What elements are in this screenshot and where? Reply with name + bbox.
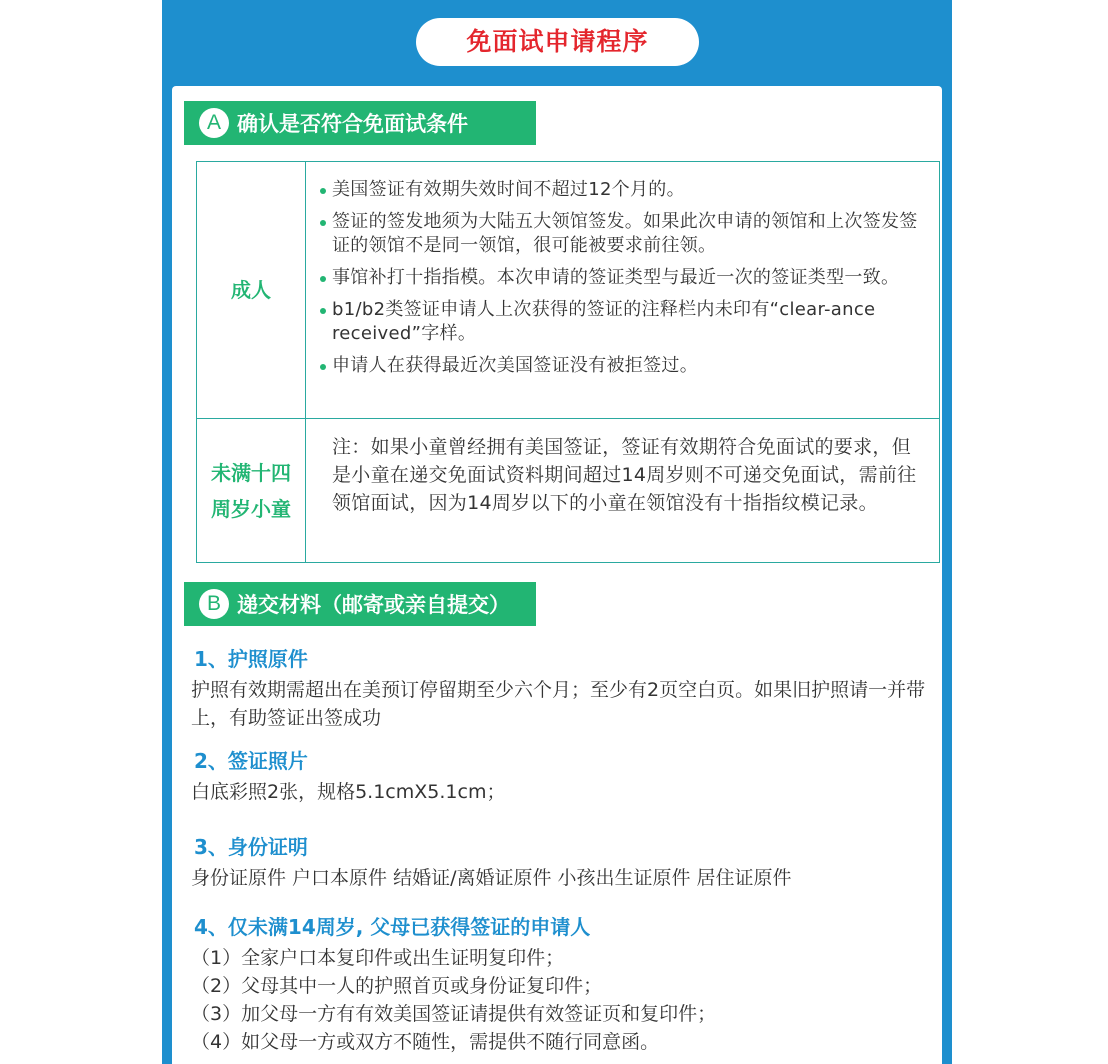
bullet-dot-icon: [320, 276, 326, 282]
table-row-child: [197, 419, 939, 562]
adult-label: 成人: [197, 162, 306, 418]
photo-text: 白底彩照2张，规格5.1cmX5.1cm；: [191, 781, 506, 803]
minor-title: 4、仅未满14周岁, 父母已获得签证的申请人: [194, 915, 591, 939]
passport-text: 护照有效期需超出在美预订停留期至少六个月；至少有2页空白页。如果旧护照请一并带上，有助签证出签成功: [191, 679, 926, 729]
section-b-header: [184, 582, 536, 626]
list-item: （3）加父母一方有有效美国签证请提供有效签证页和复印件；: [191, 1003, 717, 1025]
page-title: 免面试申请程序: [416, 18, 699, 66]
conditions-table: [196, 161, 940, 563]
list-item: 事馆补打十指指模。本次申请的签证类型与最近一次的签证类型一致。: [319, 266, 931, 290]
bullet-dot-icon: [320, 308, 326, 314]
section-a-heading: 确认是否符合免面试条件: [237, 112, 468, 136]
section-b-heading: 递交材料（邮寄或亲自提交）: [237, 593, 510, 617]
bullet-dot-icon: [320, 188, 326, 194]
child-conditions: [307, 419, 939, 562]
adult-bullet-list: [319, 178, 931, 386]
passport-title: 1、护照原件: [194, 647, 308, 671]
child-label: [197, 419, 306, 562]
adult-conditions: [307, 162, 939, 418]
minor-doc-list: [191, 944, 931, 1056]
photo-title: 2、签证照片: [194, 749, 308, 773]
identity-text: 身份证原件 户口本原件 结婚证/离婚证原件 小孩出生证原件 居住证原件: [191, 867, 792, 889]
child-note: 注：如果小童曾经拥有美国签证，签证有效期符合免面试的要求，但是小童在递交免面试资料期间超过14周岁则不可递交免面试，需前往领馆面试，因为14周岁以下的小童在领馆没有十指指纹模记录。: [332, 436, 917, 514]
section-a-header: [184, 101, 536, 145]
list-item: 美国签证有效期失效时间不超过12个月的。: [319, 178, 931, 202]
table-row-adult: [197, 162, 939, 419]
list-item: （1）全家户口本复印件或出生证明复印件；: [191, 947, 565, 969]
bullet-dot-icon: [320, 364, 326, 370]
list-item: （2）父母其中一人的护照首页或身份证复印件；: [191, 975, 603, 997]
child-label-line2: 周岁小童: [211, 496, 291, 521]
list-item: b1/b2类签证申请人上次获得的签证的注释栏内未印有“clear-ance received”字样。: [319, 298, 931, 346]
list-item: 申请人在获得最近次美国签证没有被拒签过。: [319, 354, 931, 378]
section-a-badge: A: [199, 108, 229, 138]
list-item: 签证的签发地须为大陆五大领馆签发。如果此次申请的领馆和上次签发签证的领馆不是同一领馆，很可能被要求前往领。: [319, 210, 931, 258]
identity-title: 3、身份证明: [194, 835, 308, 859]
child-label-line1: 未满十四: [211, 460, 291, 485]
bullet-dot-icon: [320, 220, 326, 226]
list-item: （4）如父母一方或双方不随性，需提供不随行同意函。: [191, 1031, 660, 1053]
section-b-badge: B: [199, 589, 229, 619]
